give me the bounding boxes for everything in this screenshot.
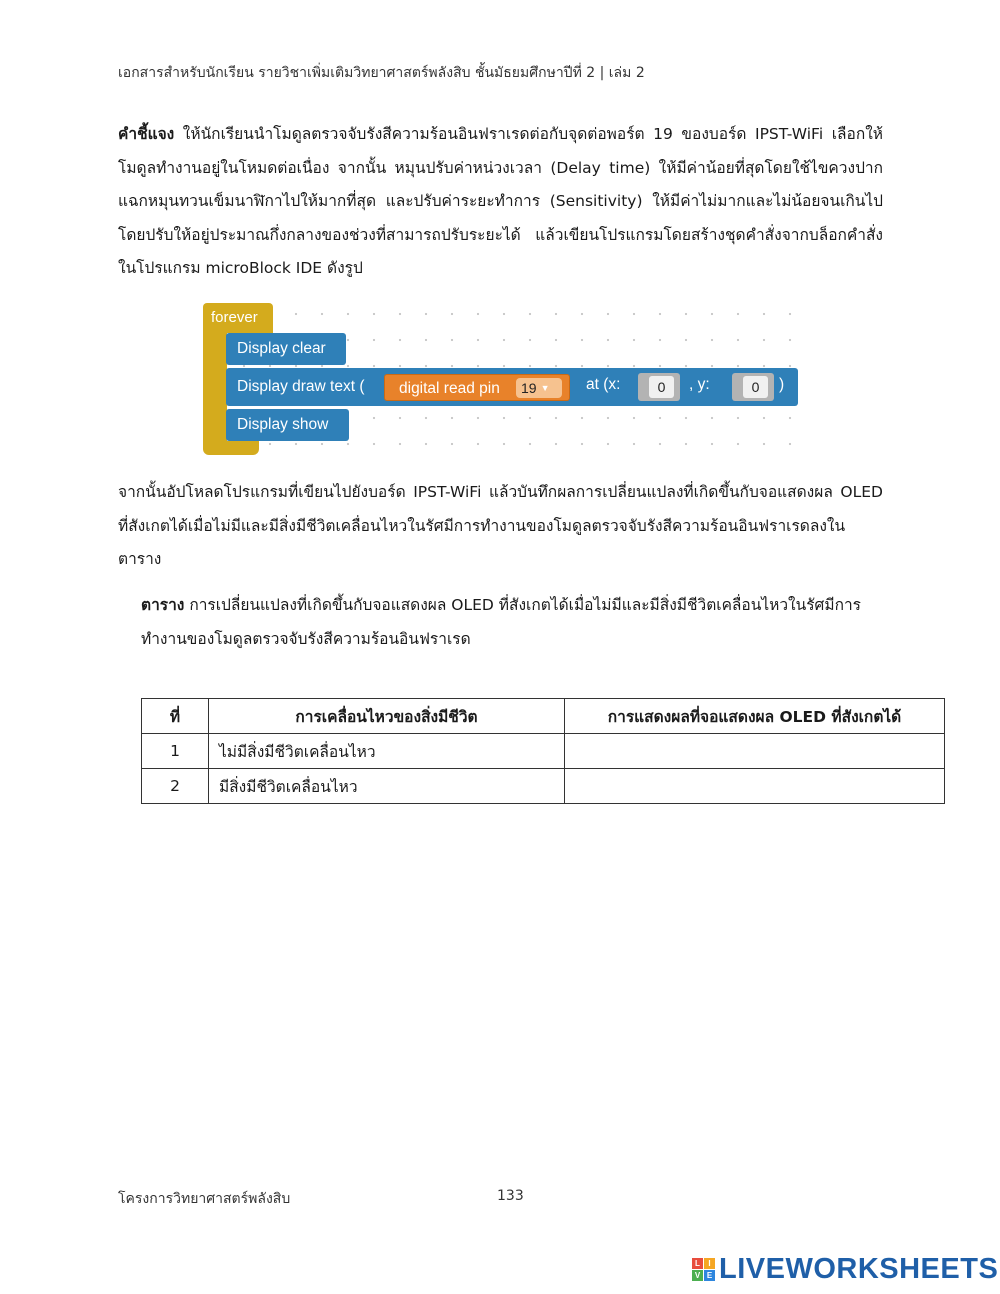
close-paren: ) (779, 376, 785, 393)
footer-project: โครงการวิทยาศาสตร์พลังสิบ (118, 1191, 291, 1207)
row-no: 2 (142, 769, 209, 804)
display-show-label: Display show (237, 416, 329, 433)
dropdown-arrow-icon: ▼ (540, 383, 550, 393)
pin-dropdown[interactable] (516, 378, 562, 398)
header-result: การแสดงผลที่จอแสดงผล OLED ที่สังเกตได้ (565, 699, 945, 734)
digital-read-pin-label: digital read pin (399, 380, 500, 397)
display-show-block[interactable] (226, 409, 349, 441)
instructions-text: ให้นักเรียนนำโมดูลตรวจจับรังสีความร้อนอินฟราเรดต่อกับจุดต่อพอร์ต 19 ของบอร์ด IPST-WiFi เลือกให้โมดูลทำงานอยู่ในโหมดต่อเนื่อง จากนั้น หมุนปรับค่าหน่วงเวลา (Delay time) ให้มีค่าน้อยที่สุดโดยใช้ไขควงปากแฉกหมุนทวนเข็มนาฬิกาไปให้มากที่สุด และปรับค่าระยะทำการ (Sensitivity) ให้มีค่าไม่มากและไม่น้อยจนเกินไปโดยปรับให้อยู่ประมาณกึ่งกลางของช่วงที่สามารถปรับระยะได้ แล้วเขียนโปรแกรมโดยสร้างชุดคำสั่งจากบล็อกคำสั่งในโปรแกรม microBlock IDE ดังรูป (118, 125, 883, 277)
logo-letter: L (692, 1258, 703, 1269)
logo-mark-icon (692, 1258, 715, 1281)
block-workspace (195, 297, 800, 460)
logo-letter: E (704, 1270, 715, 1281)
y-value[interactable]: 0 (743, 376, 768, 398)
display-clear-label: Display clear (237, 340, 326, 357)
row-no: 1 (142, 734, 209, 769)
logo-text: LIVEWORKSHEETS (719, 1252, 999, 1285)
logo-letter: I (704, 1258, 715, 1269)
x-number-block[interactable] (638, 373, 680, 401)
page-number: 133 (497, 1188, 524, 1204)
page-header: เอกสารสำหรับนักเรียน รายวิชาเพิ่มเติมวิทยาศาสตร์พลังสิบ ชั้นมัธยมศึกษาปีที่ 2 | เล่ม 2 (118, 65, 645, 81)
table-header-row (142, 699, 945, 734)
instructions-label: คำชี้แจง (118, 125, 175, 143)
after-paragraph: จากนั้นอัปโหลดโปรแกรมที่เขียนไปยังบอร์ด IPST-WiFi แล้วบันทึกผลการเปลี่ยนแปลงที่เกิดขึ้นกับจอแสดงผล OLED ที่สังเกตได้เมื่อไม่มีและมีสิ่งมีชีวิตเคลื่อนไหวในรัศมีการทำงานของโมดูลตรวจจับรังสีความร้อนอินฟราเรดลงในตาราง (118, 483, 883, 568)
forever-block-foot (203, 441, 259, 455)
logo-letter: V (692, 1270, 703, 1281)
forever-block[interactable] (203, 303, 273, 333)
x-value[interactable]: 0 (649, 376, 674, 398)
display-clear-block[interactable] (226, 333, 346, 365)
y-label: , y: (689, 376, 710, 393)
row-result-input[interactable] (565, 769, 945, 804)
digital-read-pin-block[interactable] (384, 374, 570, 401)
y-number-block[interactable] (732, 373, 774, 401)
row-movement: มีสิ่งมีชีวิตเคลื่อนไหว (209, 769, 565, 804)
header-no: ที่ (142, 699, 209, 734)
observation-table (141, 698, 945, 804)
row-movement: ไม่มีสิ่งมีชีวิตเคลื่อนไหว (209, 734, 565, 769)
header-movement: การเคลื่อนไหวของสิ่งมีชีวิต (209, 699, 565, 734)
table-row (142, 769, 945, 804)
table-caption-text: การเปลี่ยนแปลงที่เกิดขึ้นกับจอแสดงผล OLED ที่สังเกตได้เมื่อไม่มีและมีสิ่งมีชีวิตเคลื่อนไหวในรัศมีการทำงานของโมดูลตรวจจับรังสีความร้อนอินฟราเรด (141, 596, 862, 648)
display-draw-text-label: Display draw text ( (237, 378, 365, 395)
at-x-label: at (x: (586, 376, 621, 393)
table-caption (141, 588, 883, 656)
pin-value: 19 (521, 380, 537, 396)
table-row (142, 734, 945, 769)
instructions-paragraph (118, 118, 883, 286)
liveworksheets-logo (692, 1252, 998, 1286)
row-result-input[interactable] (565, 734, 945, 769)
table-caption-label: ตาราง (141, 596, 185, 614)
forever-label: forever (211, 309, 258, 326)
forever-block-arm (203, 331, 227, 443)
